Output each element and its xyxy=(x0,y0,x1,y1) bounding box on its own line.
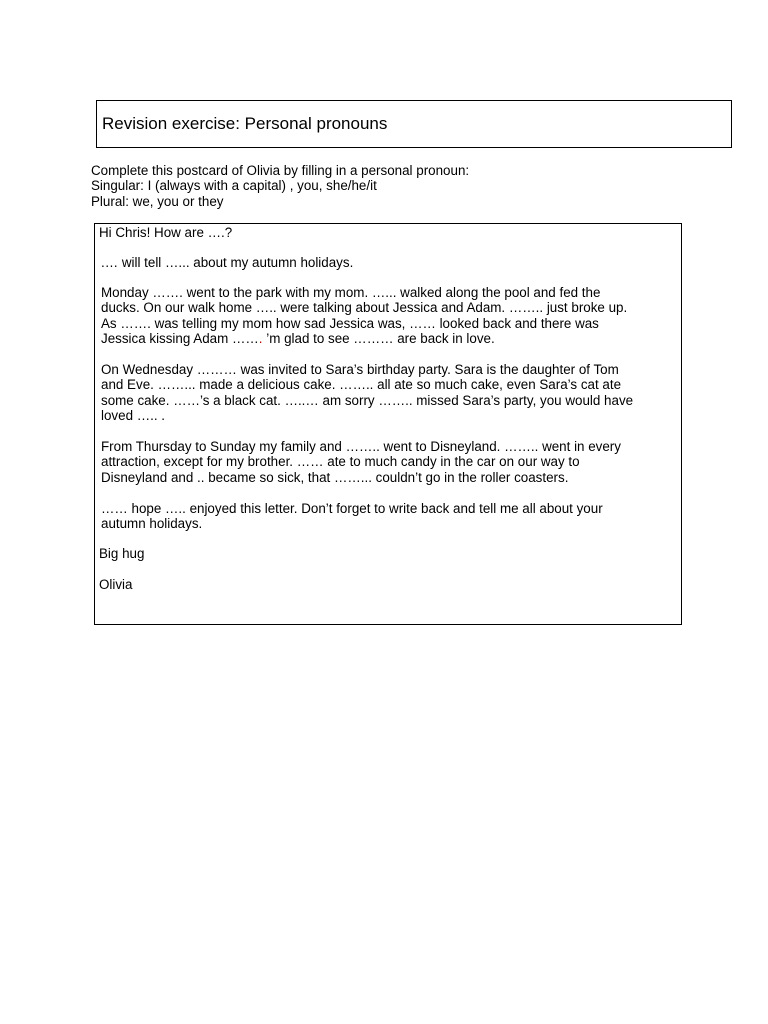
paragraph-3 xyxy=(101,362,676,424)
text-line: ducks. On our walk home ….. were talking about Jessica and Adam. …….. just broke up. xyxy=(101,300,628,316)
text-line: autumn holidays. xyxy=(101,516,203,532)
paragraph-4 xyxy=(101,439,676,485)
paragraph-2 xyxy=(101,285,676,347)
text-line: loved ….. . xyxy=(101,408,166,424)
text-line: Disneyland and .. became so sick, that ……... couldn’t go in the roller coasters. xyxy=(101,469,569,485)
signoff: Big hug xyxy=(99,546,145,561)
instruction-line: Complete this postcard of Olivia by filling in a personal pronoun: xyxy=(91,163,470,178)
text-line: On Wednesday ……… was invited to Sara’s birthday party. Sara is the daughter of Tom xyxy=(101,362,619,377)
instruction-line: Singular: I (always with a capital) , you, she/he/it xyxy=(91,178,377,194)
page-title: Revision exercise: Personal pronouns xyxy=(102,114,388,133)
text-segment: ’m glad to see ……… are back in love. xyxy=(262,331,495,347)
title-box xyxy=(96,100,732,148)
instructions xyxy=(91,163,469,209)
text-line: Monday ……. went to the park with my mom. …... walked along the pool and fed the xyxy=(101,285,601,300)
text-line: From Thursday to Sunday my family and …….. went to Disneyland. …….. went in every xyxy=(101,439,621,454)
paragraph-5 xyxy=(101,501,676,532)
text-line: .… will tell …... about my autumn holidays. xyxy=(101,255,354,270)
text-line: and Eve. ……... made a delicious cake. …….. all ate so much cake, even Sara’s cat ate xyxy=(101,377,622,393)
text-line: some cake. ……’s a black cat. …..… am sorry …….. missed Sara’s party, you would have xyxy=(101,392,634,408)
text-line: …… hope ….. enjoyed this letter. Don’t forget to write back and tell me all about your xyxy=(101,501,603,516)
text-line xyxy=(101,331,676,346)
paragraph-1 xyxy=(101,255,676,270)
postcard xyxy=(94,223,682,625)
text-line: attraction, except for my brother. …… ate to much candy in the car on our way to xyxy=(101,454,580,470)
greeting: Hi Chris! How are ….? xyxy=(99,225,233,240)
text-segment: Jessica kissing Adam …… xyxy=(101,331,259,347)
red-mark: . xyxy=(258,331,263,347)
instruction-line: Plural: we, you or they xyxy=(91,193,224,209)
text-line: As ……. was telling my mom how sad Jessica was, …… looked back and there was xyxy=(101,315,599,331)
signature: Olivia xyxy=(99,577,133,592)
